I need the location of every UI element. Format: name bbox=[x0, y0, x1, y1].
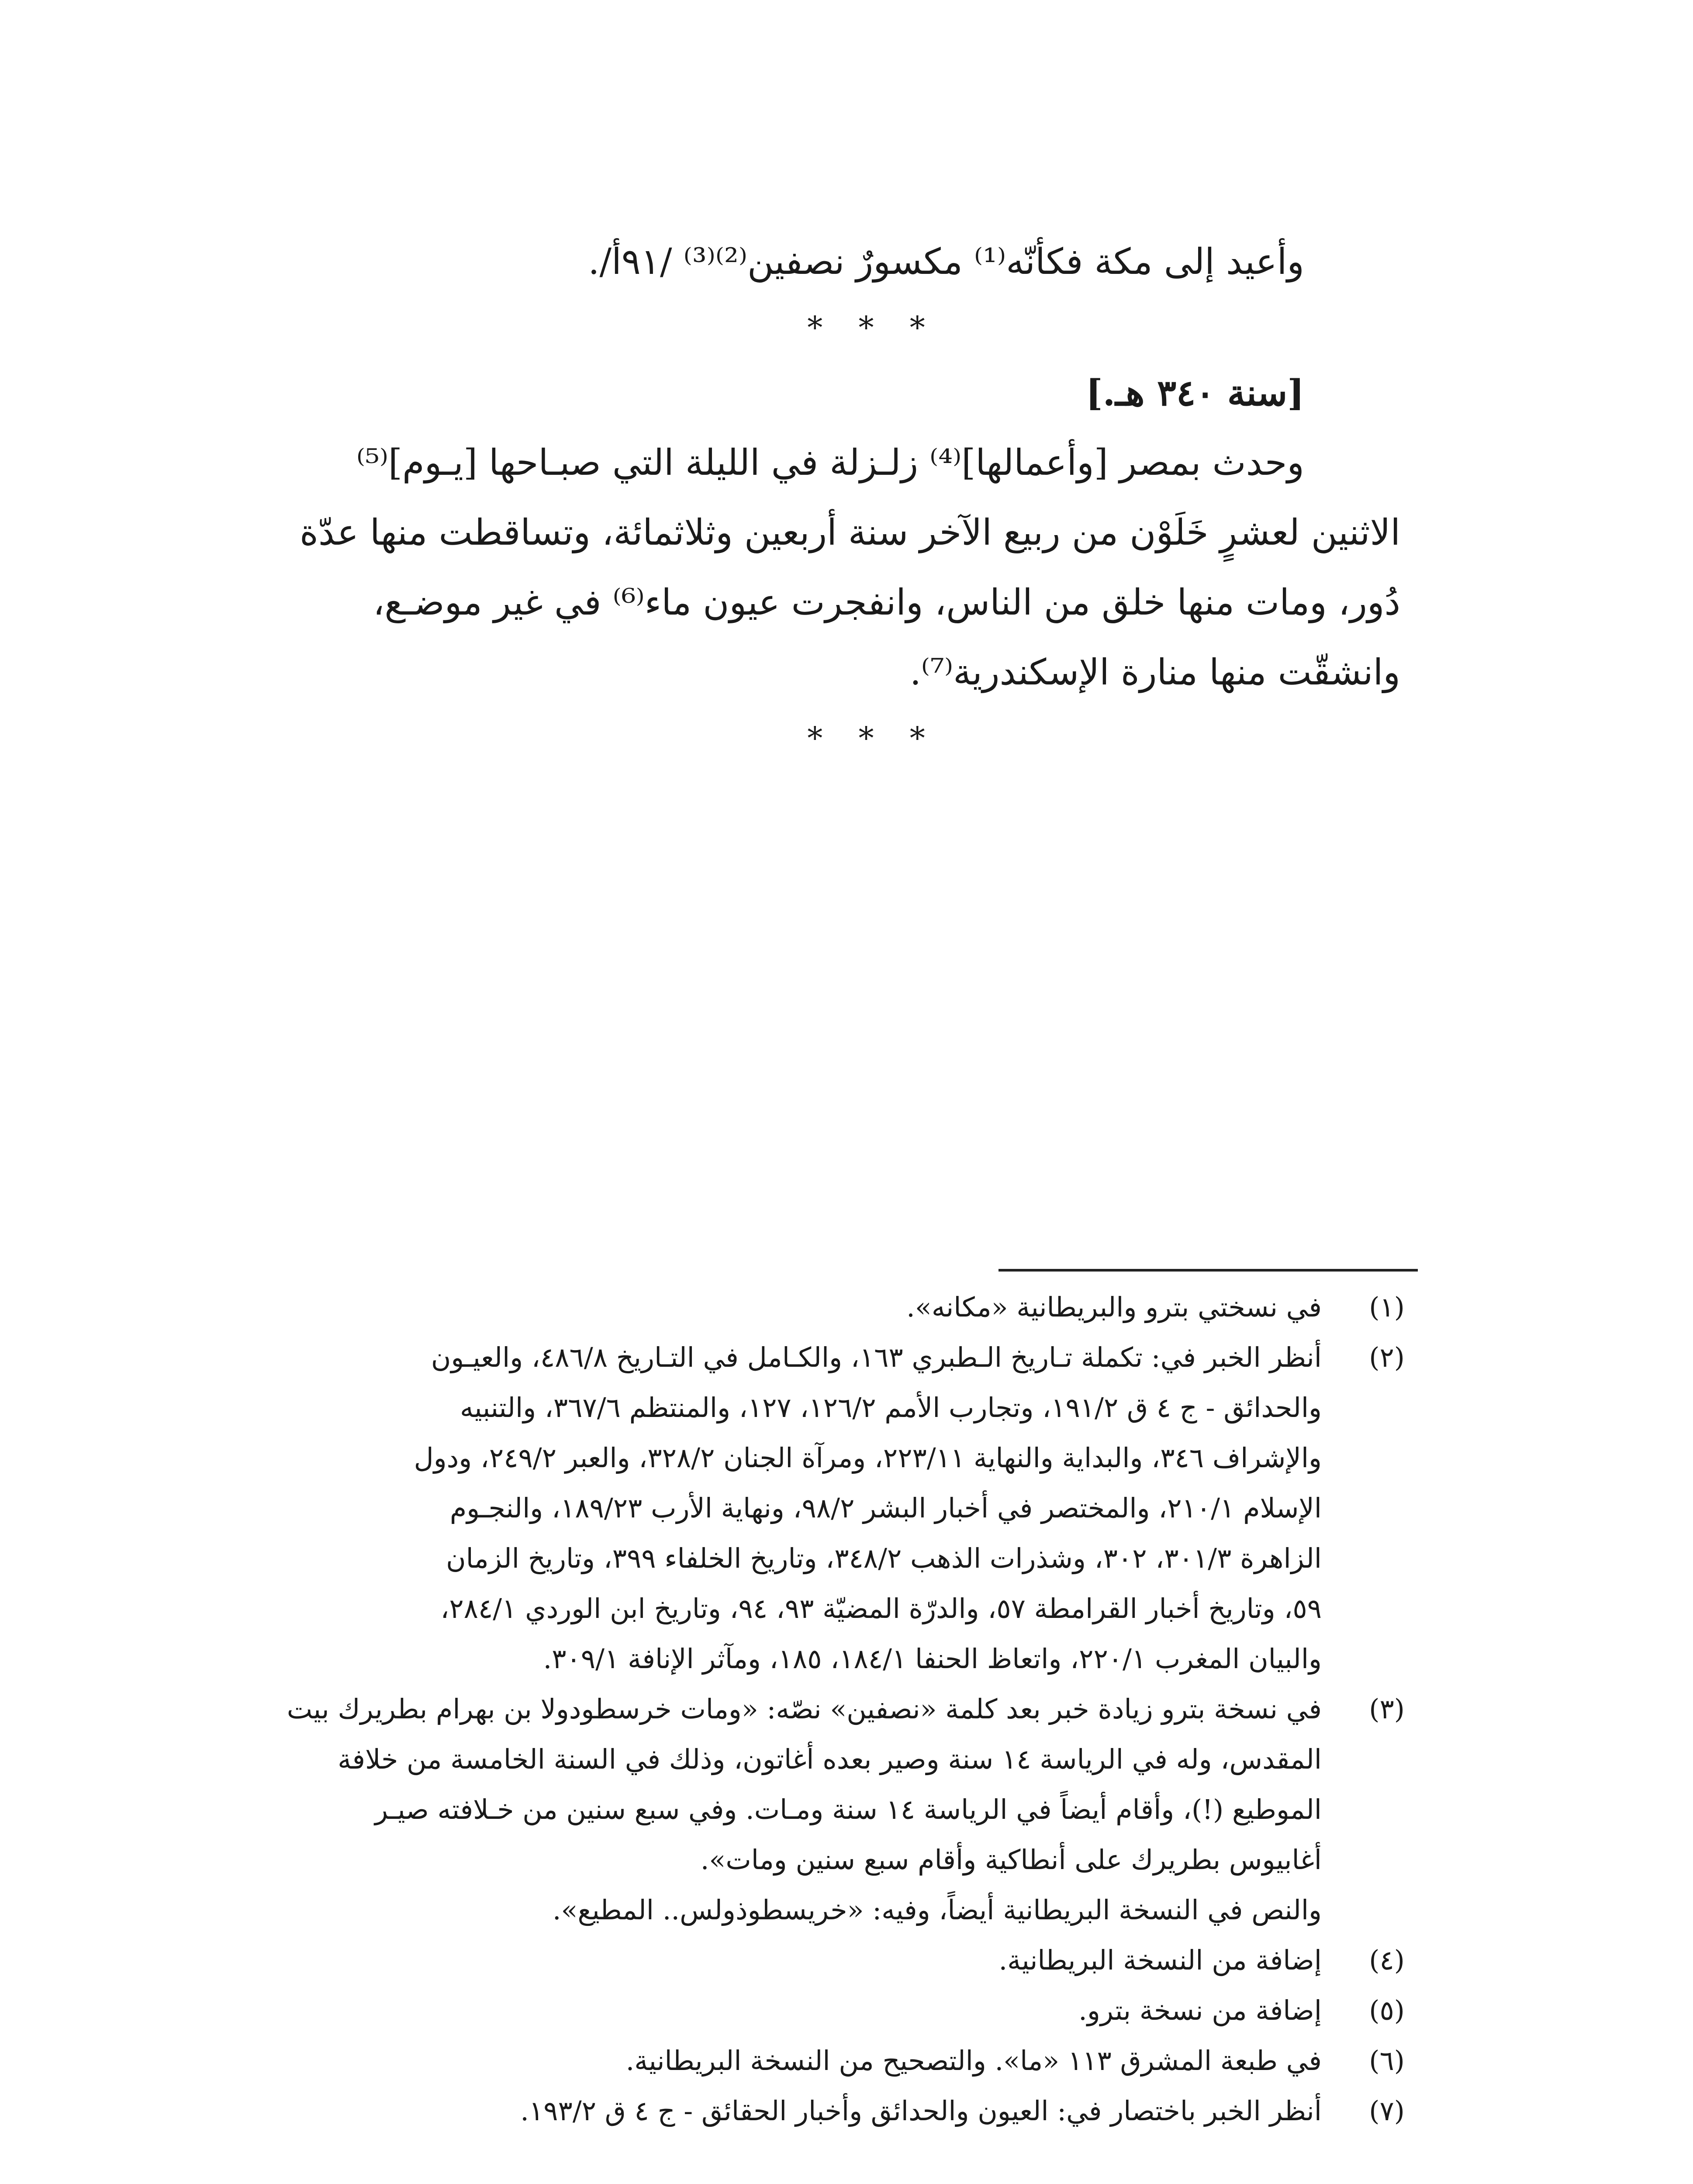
footnote-text bbox=[153, 1332, 1322, 1684]
footnote-line: والنص في النسخة البريطانية أيضاً، وفيه: «خريسطوذولس.. المطيع». bbox=[552, 1894, 1322, 1926]
footnote-number: (٦) bbox=[1369, 2045, 1405, 2077]
footnote-number: (٤) bbox=[1369, 1944, 1405, 1976]
footnote bbox=[153, 1985, 1405, 2035]
footnote-line: المقدس، وله في الرياسة ١٤ سنة وصير بعده أغاتون، وذلك في السنة الخامسة من خلافة bbox=[338, 1743, 1322, 1775]
paragraph-line: دُور، ومات منها خلق من الناس، وانفجرت عيون ماء⁽⁶⁾ في غير موضـع، bbox=[373, 582, 1400, 623]
footnote-line: والحدائق - ج ٤ ق ١٩١/٢، وتجارب الأمم ١٢٦/٢، ١٢٧، والمنتظم ٣٦٧/٦، والتنبيه bbox=[460, 1392, 1322, 1424]
paragraph-line: الاثنين لعشرٍ خَلَوْن من ربيع الآخر سنة أربعين وثلاثمائة، وتساقطت منها عدّة bbox=[299, 512, 1400, 553]
footnote-line: والبيان المغرب ٢٢٠/١، واتعاظ الحنفا ١٨٤/١، ١٨٥، ومآثر الإنافة ٣٠٩/١. bbox=[543, 1643, 1322, 1675]
footnote-number: (١) bbox=[1369, 1291, 1405, 1323]
footnote-line: الإسلام ٢١٠/١، والمختصر في أخبار البشر ٩٨/٢، ونهاية الأرب ١٨٩/٢٣، والنجـوم bbox=[449, 1492, 1322, 1524]
footnote-text bbox=[153, 1282, 1322, 1332]
footnote bbox=[153, 2086, 1405, 2136]
year-heading: [سنة ٣٤٠ هـ.] bbox=[1085, 372, 1304, 414]
footnote-text bbox=[153, 1684, 1322, 1935]
footnote-text bbox=[153, 2035, 1322, 2086]
footnote-line: أنظر الخبر في: تكملة تـاريخ الـطبري ١٦٣، والكـامل في التـاريخ ٤٨٦/٨، والعيـون bbox=[431, 1341, 1322, 1373]
footnote-line: ٥٩، وتاريخ أخبار القرامطة ٥٧، والدرّة المضيّة ٩٣، ٩٤، وتاريخ ابن الوردي ٢٨٤/١، bbox=[440, 1593, 1322, 1624]
footnote-text bbox=[153, 1935, 1322, 1985]
footnote-line: الموطيع (!)، وأقام أيضاً في الرياسة ١٤ سنة ومـات. وفي سبع سنين من خـلافته صيـر bbox=[375, 1794, 1322, 1825]
footnote-number: (٣) bbox=[1369, 1693, 1405, 1725]
footnote-line: في طبعة المشرق ١١٣ «ما». والتصحيح من النسخة البريطانية. bbox=[625, 2045, 1322, 2077]
section-separator: * * * bbox=[807, 310, 938, 346]
paragraph-line: وحدث بمصر [وأعمالها]⁽⁴⁾ زلـزلة في الليلة التي صبـاحها [يـوم]⁽⁵⁾ bbox=[356, 442, 1304, 484]
text-line: وأعيد إلى مكة فكأنّه⁽¹⁾ مكسورٌ نصفين⁽²⁾⁽³⁾ /٩١أ/. bbox=[588, 241, 1304, 283]
footnote-line: أنظر الخبر باختصار في: العيون والحدائق وأخبار الحقائق - ج ٤ ق ١٩٣/٢. bbox=[520, 2095, 1322, 2127]
footnote-line: الزاهرة ٣٠١/٣، ٣٠٢، وشذرات الذهب ٣٤٨/٢، وتاريخ الخلفاء ٣٩٩، وتاريخ الزمان bbox=[446, 1542, 1322, 1574]
footnote-line: والإشراف ٣٤٦، والبداية والنهاية ٢٢٣/١١، ومرآة الجنان ٣٢٨/٢، والعبر ٢٤٩/٢، ودول bbox=[414, 1442, 1322, 1474]
footnote-number: (٧) bbox=[1369, 2095, 1405, 2127]
footnote-line: في نسخة بترو زيادة خبر بعد كلمة «نصفين» نصّه: «ومات خرسطودولا بن بهرام بطريرك بيت bbox=[287, 1693, 1322, 1725]
footnote bbox=[153, 2035, 1405, 2086]
footnote-line: إضافة من النسخة البريطانية. bbox=[999, 1944, 1322, 1976]
footnote bbox=[153, 1684, 1405, 1935]
footnote bbox=[153, 1282, 1405, 1332]
paragraph-line: وانشقّت منها منارة الإسكندرية⁽⁷⁾. bbox=[909, 652, 1400, 693]
footnotes bbox=[153, 1282, 1405, 2136]
main-text bbox=[236, 227, 1400, 769]
footnote bbox=[153, 1332, 1405, 1684]
section-separator: * * * bbox=[807, 720, 938, 756]
footnote-text bbox=[153, 2086, 1322, 2136]
footnote-divider bbox=[999, 1269, 1418, 1272]
footnote bbox=[153, 1935, 1405, 1985]
footnote-number: (٢) bbox=[1369, 1341, 1405, 1373]
footnote-line: أغابيوس بطريرك على أنطاكية وأقام سبع سنين ومات». bbox=[700, 1844, 1322, 1876]
footnote-line: إضافة من نسخة بترو. bbox=[1078, 1994, 1322, 2026]
footnote-number: (٥) bbox=[1369, 1994, 1405, 2026]
footnote-text bbox=[153, 1985, 1322, 2035]
footnote-line: في نسختي بترو والبريطانية «مكانه». bbox=[906, 1291, 1322, 1323]
